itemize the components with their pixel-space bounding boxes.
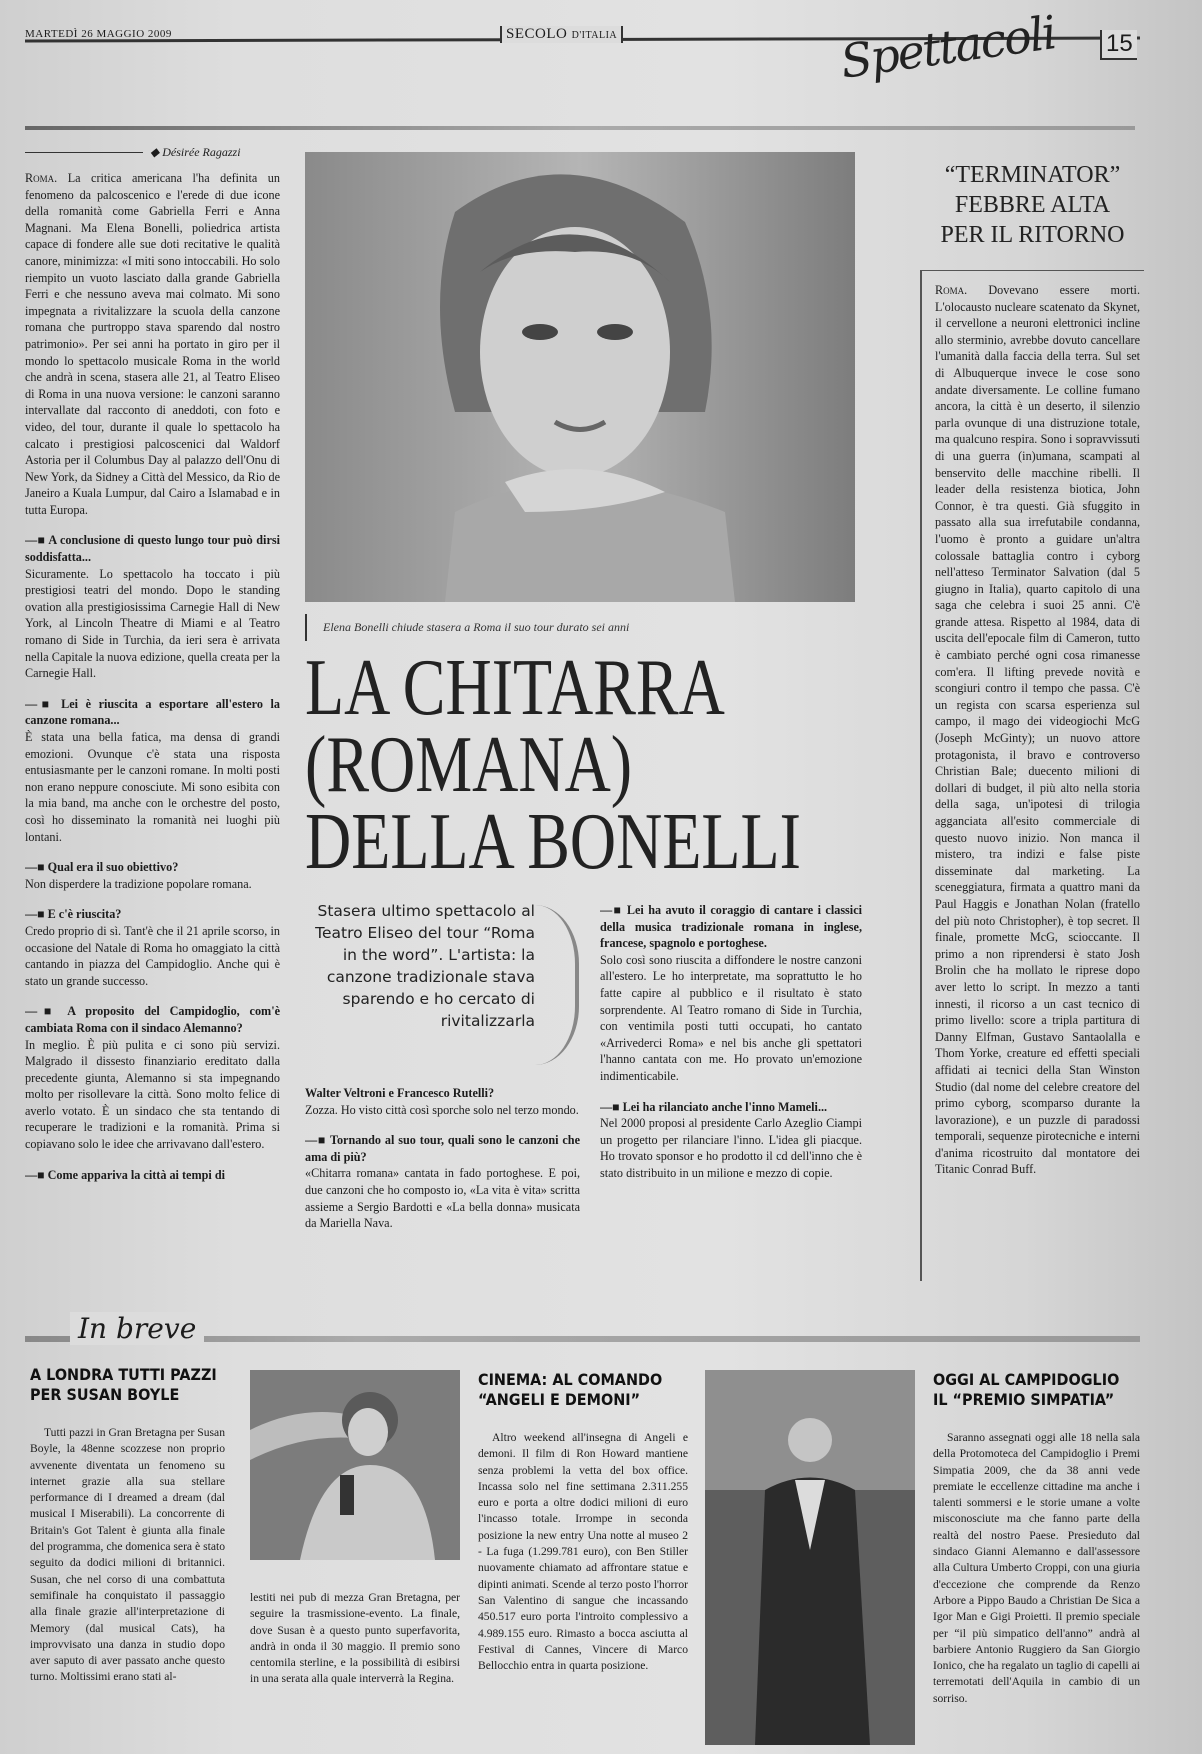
main-article-column-right [600,888,862,1278]
pull-quote-bracket [535,905,579,1065]
brief-text: Saranno assegnati oggi alle 18 nella sala della Protomoteca del Campidoglio i Premi Simpatia 2009, che da 38 anni vede premiate le eccellenze cittadine ma anche i talenti sommersi e le storie umane a volte misconosciute ma che fanno parte della realtà del nostro Paese. Presieduto dal sindaco Gianni Alemanno e dall'assessore alla Cultura Umberto Croppi, con una giuria d'eccezione che comprende da Renzo Arbore a Pippo Baudo a Christian De Sica a Igor Man e Gigi Proietti. Il premio speciale per “il più simpatico dell'anno” andrà al barbiere Antonio Ruggiero da San Giorgio Ionico, che ha regalato un taglio di capelli ai terremotati dell'Aquila in cambio di un sorriso. [933,1431,1140,1705]
sidebar-dateline: Roma. [935,283,968,297]
photo-susan-boyle [250,1370,460,1560]
issue-date: MARTEDÌ 26 MAGGIO 2009 [25,28,172,40]
interview-answer: Solo così sono riuscita a diffondere le nostre canzoni all'estero. Le ho interpretate, ma soprattutto le ho fatte capire al pubblico e il risultato è stato sorprendente. Al Teatro romano di Side in Turchia, con ventimila posti tutti occupati, ho cantato «Arrivederci Roma» e nel bis anche gli spettatori l'hanno cantata con me. Ho provato un'emozione indimenticabile. [600,952,862,1083]
portrait-image [305,152,855,602]
photo-caption: Elena Bonelli chiude stasera a Roma il suo tour durato sei anni [305,614,629,641]
qa-list-left [25,532,280,1152]
movie-still-image [705,1370,915,1745]
interview-question: —■ Qual era il suo obiettivo? [25,859,280,876]
interview-answer: Non disperdere la tradizione popolare romana. [25,876,252,891]
pull-quote: Stasera ultimo spettacolo al Teatro Eliseo del tour “Roma in the word”. L'artista: la canzone tradizionale stava sparendo e ho cercato di rivitalizzarla [315,902,535,1030]
interview-answer: Nel 2000 proposi al presidente Carlo Azeglio Ciampi un progetto per rilanciare l'inno. L'idea gli piacque. Ho trovato sponsor e ho prodotto il cd dell'inno che è stato distribuito in un milione e mezzo di copie. [600,1116,862,1180]
interview-answer: È stata una bella fatica, ma densa di grandi emozioni. Ovunque c'è stata una risposta entusiasmante per le canzoni romane. In molti posti non erano neppure conosciute. Mi sono esibita con la mia band, ma anche con le orchestre del posto, così ho disseminato la romanità nei luoghi più lontani. [25,730,280,844]
sidebar-body [935,282,1140,1277]
photo-elena-bonelli [305,152,855,602]
qa-list-middle [305,1132,580,1232]
interview-question: —■ Come appariva la città ai tempi di [25,1167,280,1184]
brief-headline-premio-simpatia [933,1370,1131,1410]
brief-body-susan-boyle-continued [250,1590,460,1740]
headline-line: LA CHITARRA [305,644,725,732]
page-number: 15 [1100,30,1137,60]
brief-headline-line: “ANGELI E DEMONI” [478,1390,641,1409]
brief-headline-line: PER SUSAN BOYLE [30,1385,180,1404]
in-breve-label: In breve [70,1312,204,1345]
interview-question: —■ E c'è riuscita? [25,906,280,923]
masthead [500,26,623,43]
headline-line: (ROMANA) [305,721,633,809]
photo-angeli-e-demoni [705,1370,915,1745]
brief-headline-line: IL “PREMIO SIMPATIA” [933,1390,1115,1409]
interview-answer: Sicuramente. Lo spettacolo ha toccato i più prestigiosi teatri del mondo. Dopo le standing ovation alla prestigiosissima Carnegie Hall di New York, al Lincoln Theatre di Miami e al Teatro romano di Side in Turchia, da ieri sera è arrivata nella Capitale la nuova edizione, quella creata per la Carnegie Hall. [25,566,280,681]
brief-body-susan-boyle [30,1425,225,1740]
sidebar-headline-line: FEBBRE ALTA [954,192,1111,218]
brief-headline-cinema [478,1370,676,1410]
masthead-title: SECOLO [506,26,568,42]
interview-answer: «Chitarra romana» cantata in fado portoghese. E poi, due canzoni che ho composto io, «La vita è vita» scritta assieme a Sergio Bardotti e «La bella donna» musicata da Mariella Nava. [305,1166,580,1231]
sidebar-headline-line: “TERMINATOR” [944,162,1121,188]
section-rule [25,126,1135,130]
interview-question: —■ Lei ha avuto il coraggio di cantare i classici della musica tradizionale romana in inglese, francese, spagnolo e portoghese. [600,902,862,952]
interview-answer: In meglio. È più pulita e ci sono più servizi. Malgrado il dissesto finanziario ereditato dalla precedente giunta, Alemanno si sta impegnando molto per risollevare la città. Sono molto felice di averlo votato. È un sindaco che sta tentando di recuperare le tradizioni e la romanità. Prima si copiavano solo le idee che arrivavano dall'estero. [25,1037,280,1152]
byline-author: Désirée Ragazzi [162,145,241,159]
susan-boyle-image [250,1370,460,1560]
brief-headline-line: OGGI AL CAMPIDOGLIO [933,1370,1120,1389]
sidebar-headline [925,160,1140,250]
main-article-column-left [25,170,280,1275]
section-title: Spettacoli [837,5,1059,89]
interview-question: —■ Lei è riuscita a esportare all'estero la canzone romana... [25,696,280,729]
interview-question-continued: Walter Veltroni e Francesco Rutelli? [305,1086,495,1100]
main-headline [305,644,801,886]
interview-question: —■ A conclusione di questo lungo tour può dirsi soddisfatta... [25,532,280,565]
interview-answer: Zozza. Ho visto città così sporche solo nel terzo mondo. [305,1102,579,1117]
intro-paragraph [25,170,280,518]
masthead-subtitle: D'ITALIA [571,30,618,41]
brief-text: Tutti pazzi in Gran Bretagna per Susan Boyle, la 48enne scozzese non proprio avvenente diventata un fenomeno su internet grazie alla sua stellare performance di I dreamed a dream (dal musical I Miserabili). La concorrente di Britain's Got Talent è giunta alla finale del programma, che domenica sera è stato seguito da dodici milioni di britannici. Susan, che nel corso di una combattuta semifinale ha conquistato il passaggio alla finale grazie all'interpretazione di Memory (dal musical Cats), ha improvvisato una danza in studio dopo aver saputo di aver passato anche questo turno. Moltissimi erano stati al- [30,1426,225,1684]
brief-text: lestiti nei pub di mezza Gran Bretagna, per seguire la trasmissione-evento. La finale, dove Susan è a questo punto superfavorita, andrà in onda il 30 maggio. Il premio sono centomila sterline, e la possibilità di esibirsi in una serata alla quale interverrà la Regina. [250,1591,460,1686]
interview-question: —■ Tornando al suo tour, quali sono le canzoni che ama di più? [305,1132,580,1165]
brief-headline-susan-boyle [30,1365,228,1405]
brief-body-cinema [478,1430,688,1740]
sidebar-text: Dovevano essere morti. L'olocausto nucleare scatenato da Skynet, il cervellone a neuroni elettronici incline allo sterminio, avrebbe dovuto cancellare l'umanità dalla faccia della terra. Sul set di Albuquerque invece le cose sono andate diversamente. Le colline fumano ancora, la città è un deserto, il silenzio parla ovunque di una distruzione totale, ma qualcuno respira. Sono i sopravvissuti di una guerra (in)umana, scampati al benservito delle macchine ribelli. Il leader della resistenza biotica, John Connor, è tra questi. Già sfuggito in passato alla sua irrefutabile condanna, l'uomo è pronto a guidare un'altra colossale battaglia contro i cyborg nell'atteso Terminator Salvation (dal 5 giugno in Italia), quarto capitolo di una saga che celebra i suoi 25 anni. C'è grande attesa. Rispetto al 1984, data di uscita dell'epocale film di Cameron, tutto è cambiato perché ogni cosa rimanesse com'era. Il lifting prevede novità e scongiuri contro il tempo che passa. C'è un regista con scarsa esperienza sul campo, il mago dei videogiochi McG (Joseph McGinty); un nuovo attore protagonista, il bravo e controverso Christian Bale; duecento milioni di dollari di budget, il più alto nella storia della saga, un'ipotesi di trilogia agganciata all'esito commerciale di questo nuovo inizio. Non manca il mistero, tra indizi e false piste disseminate dal marketing. La sceneggiatura, firmata a quattro mani da Paul Haggis e Jonathan Nolan (fratello del più noto Christopher), è top secret. Il finale, promette McG, scioccante. Il primo a non riprendersi è stato Josh Brolin che ha mollato le riprese dopo aver letto lo script. In mezzo a tanti innesti, il ricorso a un cast tecnico di primo livello: score a tripla partitura di Danny Elfman, Gustavo Santaolalla e Thom Yorke, creature ed effetti speciali affidati ai tecnici della Stan Winston Studio (dal nome del celebre creatore del primo cyborg, scomparso durante la lavorazione), e un puzzle di paradossi temporali, sequenze pirotecniche e interni d'anima ricostruito dal montatore dei Titanic Conrad Buff. [935,283,1140,1177]
brief-body-premio-simpatia [933,1430,1140,1740]
interview-answer: Credo proprio di sì. Tant'è che il 21 aprile scorso, in occasione del Natale di Roma ho omaggiato la città cantando in piazza del Campidoglio. Anche qui è stato un grande successo. [25,923,280,988]
byline: ◆ Désirée Ragazzi [150,145,241,159]
brief-headline-line: CINEMA: AL COMANDO [478,1370,663,1389]
main-article-column-middle [305,1085,580,1275]
qa-list-right [600,902,862,1182]
brief-text: Altro weekend all'insegna di Angeli e demoni. Il film di Ron Howard mantiene senza problemi la vetta del box office. Incassa solo nel fine settimana 2.311.255 euro e porta a oltre dodici milioni di euro l'incasso totale. Irrompe in seconda posizione la new entry Una notte al museo 2 - La fuga (1.299.781 euro), con Ben Stiller nuovamente chiamato ad affrontare statue e dipinti animati. Scende al terzo posto l'horror San Valentino di sangue che incassando 450.517 euro porta l'introito complessivo a 4.989.155 euro. Rimasto a bocca asciutta al Festival di Cannes, Vincere di Marco Bellocchio entra in quarta posizione. [478,1431,688,1673]
interview-question: —■ A proposito del Campidoglio, com'è cambiata Roma con il sindaco Alemanno? [25,1003,280,1036]
interview-question: —■ Lei ha rilanciato anche l'inno Mameli... [600,1099,862,1116]
brief-headline-line: A LONDRA TUTTI PAZZI [30,1365,217,1384]
intro-text: La critica americana l'ha definita un fenomeno da palcoscenico e l'erede di due icone della romanità come Gabriella Ferri e Anna Magnani. Ma Elena Bonelli, poliedrica artista capace di fondere alle sue doti recitative le qualità canore, minimizza: «I miti sono intoccabili. Ho solo riempito un vuoto lasciato dalla grande Gabriella Ferri e che nessuno aveva mai colmato. Mi sono impegnata a rivitalizzare la scuola della canzone romana che purtroppo stava sparendo dal nostro patrimonio». Per sei anni ha portato in giro per il mondo lo spettacolo musicale Roma in the world che andrà in scena, stasera alle 21, al Teatro Eliseo di Roma in una nuova versione: le canzoni saranno intervallate dal racconto di aneddoti, con foto e video, del tour, durante il quale lo spettacolo ha calcato i prestigiosi palcoscenici dal Waldorf Astoria per il Columbus Day al palazzo dell'Onu di New York, da Sidney a Città del Messico, da Rio de Janeiro a Kuala Lumpur, dal Cairo a Islamabad e in tutta Europa. [25,171,280,517]
dateline: Roma. [25,171,58,185]
sidebar-headline-line: PER IL RITORNO [940,222,1125,248]
headline-line: DELLA BONELLI [305,798,801,886]
